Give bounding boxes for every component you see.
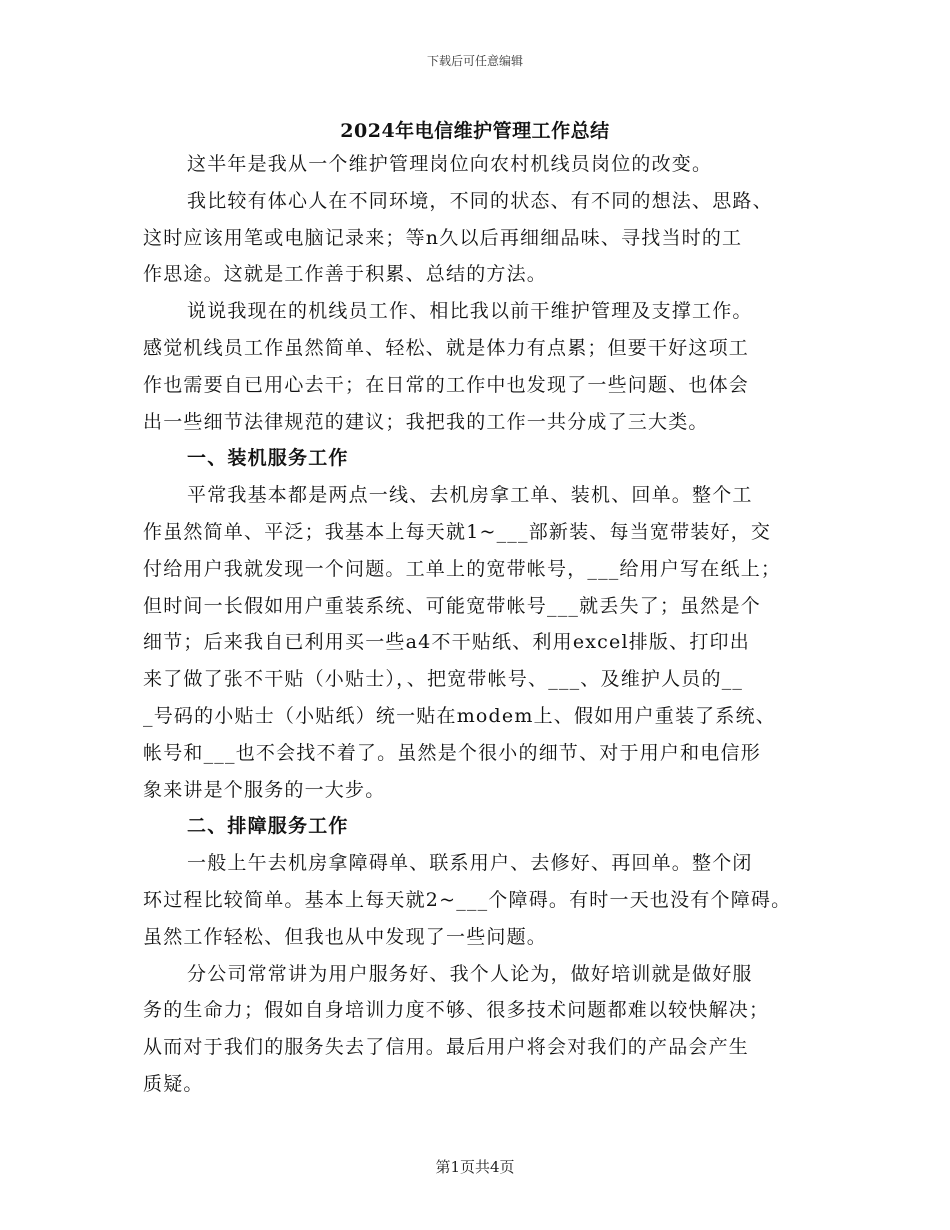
section-heading-installation: 一、装机服务工作 <box>187 447 349 470</box>
paragraph-line: 来了做了张不干贴（小贴士），、把宽带帐号、___、及维护人员的__ <box>143 668 744 691</box>
paragraph-line: 说说我现在的机线员工作、相比我以前干维护管理及支撑工作。 <box>187 300 753 323</box>
paragraph-line: 分公司常常讲为用户服务好、我个人论为，做好培训就是做好服 <box>187 962 753 985</box>
page-footer: 第1页共4页 <box>435 1158 515 1176</box>
header-note: 下载后可任意编辑 <box>426 54 523 68</box>
paragraph-line: 从而对于我们的服务失去了信用。最后用户将会对我们的产品会产生 <box>143 1036 750 1059</box>
paragraph-line: 象来讲是个服务的一大步。 <box>143 778 386 801</box>
paragraph-line: 作虽然简单、平泛；我基本上每天就1~___部新装、每当宽带装好，交 <box>143 520 772 543</box>
paragraph-line: 细节；后来我自已利用买一些a4不干贴纸、利用excel排版、打印出 <box>143 631 750 654</box>
document-body <box>143 146 823 1103</box>
paragraph-line: 感觉机线员工作虽然简单、轻松、就是体力有点累；但要干好这项工 <box>143 336 750 359</box>
paragraph-line: 这半年是我从一个维护管理岗位向农村机线员岗位的改变。 <box>187 153 713 175</box>
paragraph-line: 作也需要自已用心去干；在日常的工作中也发现了一些问题、也体会 <box>143 373 750 396</box>
paragraph-line: _号码的小贴士（小贴纸）统一贴在modem上、假如用户重装了系统、 <box>143 704 776 727</box>
paragraph-line: 这时应该用笔或电脑记录来；等n久以后再细细品味、寻找当时的工 <box>143 226 743 249</box>
paragraph-line: 我比较有体心人在不同环境，不同的状态、有不同的想法、思路、 <box>187 189 773 212</box>
paragraph-line: 环过程比较简单。基本上每天就2~___个障碍。有时一天也没有个障碍。 <box>143 888 792 911</box>
document-title: 2024年电信维护管理工作总结 <box>340 120 610 142</box>
paragraph-line: 一般上午去机房拿障碍单、联系用户、去修好、再回单。整个闭 <box>187 852 753 875</box>
paragraph-line: 出一些细节法律规范的建议；我把我的工作一共分成了三大类。 <box>143 410 709 433</box>
paragraph-line: 但时间一长假如用户重装系统、可能宽带帐号___就丢失了；虽然是个 <box>143 594 761 617</box>
paragraph-line: 付给用户我就发现一个问题。工单上的宽带帐号，___给用户写在纸上； <box>143 557 782 580</box>
paragraph-line: 作思途。这就是工作善于积累、总结的方法。 <box>143 263 548 286</box>
paragraph-line: 务的生命力；假如自身培训力度不够、很多技术问题都难以较快解决； <box>143 999 770 1022</box>
paragraph-line: 质疑。 <box>143 1072 204 1095</box>
paragraph-line: 虽然工作轻松、但我也从中发现了一些问题。 <box>143 925 548 948</box>
section-heading-troubleshooting: 二、排障服务工作 <box>187 815 349 838</box>
paragraph-line: 帐号和___也不会找不着了。虽然是个很小的细节、对于用户和电信形 <box>143 741 761 764</box>
paragraph-line: 平常我基本都是两点一线、去机房拿工单、装机、回单。整个工 <box>187 484 753 507</box>
